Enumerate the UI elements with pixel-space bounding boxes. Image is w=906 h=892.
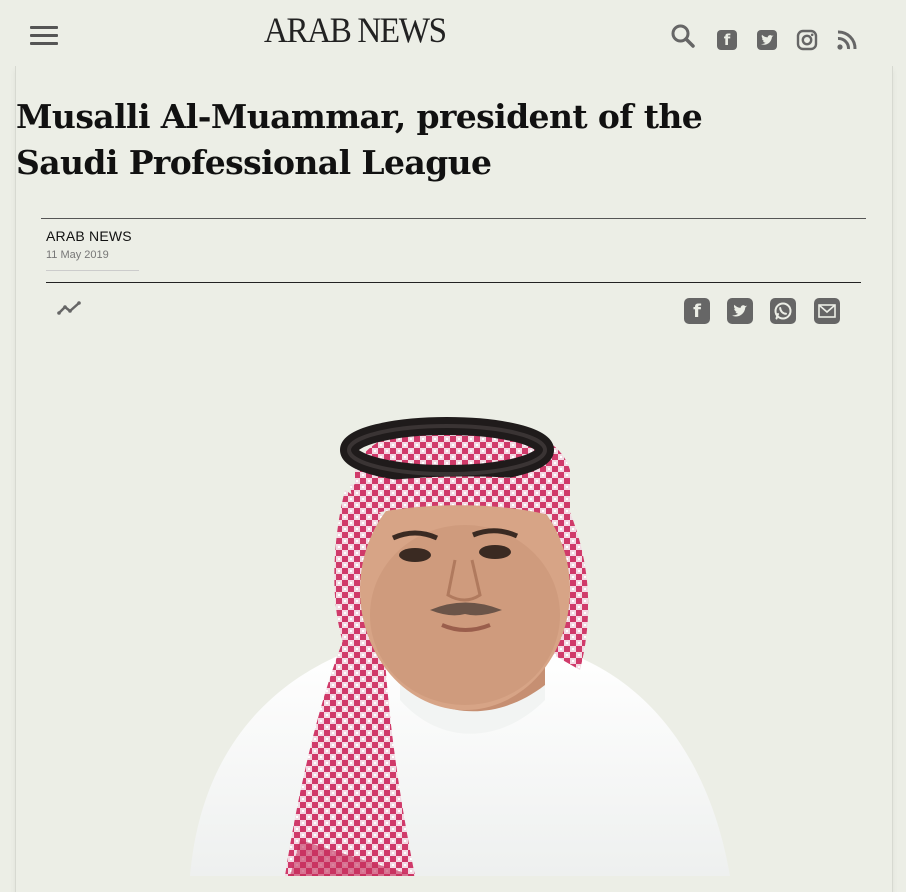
- menu-icon[interactable]: [30, 24, 58, 46]
- site-logo[interactable]: ARAB NEWS: [264, 10, 446, 50]
- site-header: [0, 0, 906, 66]
- email-share-icon[interactable]: [814, 298, 840, 324]
- article-date: 11 May 2019: [46, 249, 109, 261]
- facebook-share-icon[interactable]: f: [684, 298, 710, 324]
- twitter-icon[interactable]: [754, 26, 780, 54]
- instagram-icon[interactable]: [794, 26, 820, 54]
- rss-icon[interactable]: [834, 26, 860, 54]
- twitter-share-icon[interactable]: [727, 298, 753, 324]
- facebook-icon[interactable]: f: [714, 26, 740, 54]
- date-underline: [46, 270, 139, 271]
- divider-bottom: [46, 282, 861, 283]
- article-title: Musalli Al-Muammar, president of the Saudi Professional League: [16, 97, 703, 182]
- divider-top: [41, 218, 866, 219]
- search-icon[interactable]: [670, 22, 696, 50]
- trending-icon[interactable]: [57, 299, 83, 317]
- whatsapp-share-icon[interactable]: [770, 298, 796, 324]
- article-author[interactable]: ARAB NEWS: [46, 228, 132, 244]
- article-photo: [150, 400, 750, 876]
